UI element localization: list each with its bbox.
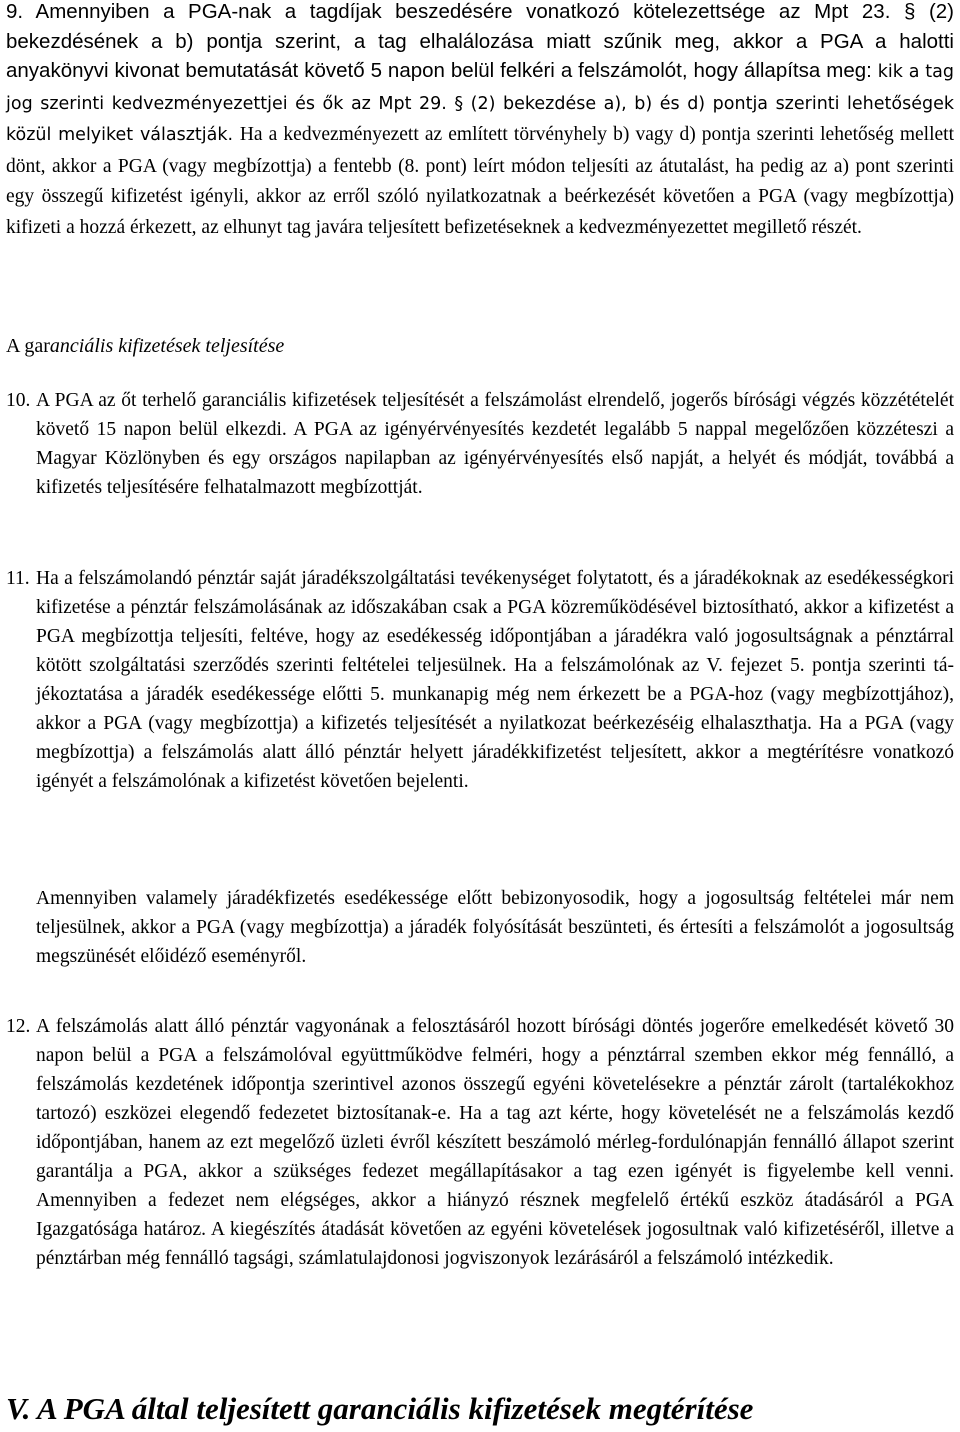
section-9-text-part2: kik a tag jog szerinti kedvezményezettjei és ők az Mpt 29. § (2) bekezdése a), b) és d) pontja szerinti lehetőségek közül melyiket választják. xyxy=(6,62,954,145)
section-11-number: 11. xyxy=(6,568,30,589)
section-9-text-part3: Ha a kedvezményezett az említett törvényhely b) vagy d) pontja szerinti lehetőség mellett dönt, akkor a PGA (vagy megbízottja) a fentebb (8. pont) leírt módon teljesíti az átutalást, ha pedig az a) pont szerinti egy összegű kifizetést igényli, akkor az erről szóló nyilatkozatnak a beérkezését követően a PGA (vagy megbízottja) kifizeti a hozzá érkezett, az elhunyt tag javára teljesített befizetéseknek a kedvezményezettet megillető részét. xyxy=(6,124,954,238)
section-11-second-paragraph: Amennyiben valamely járadékfizetés esedékessége előtt bebizonyosodik, hogy a jogosultság feltételei már nem teljesülnek, akkor a PGA (vagy megbízottja) a járadék folyósítását beszünteti, és értesíti a felszámolót a jogosultság megszünését előidéző eseményről. xyxy=(36,888,954,967)
subsection-heading-prefix: A gar xyxy=(6,335,50,357)
chapter-heading: V. A PGA által teljesített garanciális kifizetések megtérítése xyxy=(6,1391,754,1426)
subsection-heading-italic: anciális kifizetések teljesítése xyxy=(49,335,285,357)
section-10-number: 10. xyxy=(6,390,31,411)
subsection-heading xyxy=(6,331,284,361)
section-9-paragraph xyxy=(6,0,954,242)
section-11-paragraph: Ha a felszámolandó pénztár saját járadékszolgáltatási tevékenységet folytatott, és a járadékoknak az esedékességkori kifizetése a pénztár felszámolásának az időszakában csak a PGA közreműködésével biztosítható, akkor a kifizetést a PGA megbízottja teljesíti, feltéve, hogy az esedékesség időpontjában a járadékra való jogosultságnak a pénztárral kötött szolgáltatási szerződés szerinti feltételei teljesülnek. Ha a felszámolónak az V. fejezet 5. pontja szerinti tájékoztatása a járadék esedékessége előtti 5. munkanapig még nem érkezett be a PGA-hoz (vagy megbízottjához), akkor a PGA (vagy megbízottja) a kifizetés teljesítését a nyilatkozat beérkezéséig elhalaszthatja. Ha a PGA (vagy megbízottja) a felszámolás alatt álló pénztár helyett járadékkifizetést teljesített, akkor a megtérítésre vonatkozó igényét a felszámolónak a kifizetést követően bejelenti. xyxy=(36,568,954,792)
section-12-number: 12. xyxy=(6,1016,31,1037)
section-12-paragraph: A felszámolás alatt álló pénztár vagyonának a felosztásáról hozott bírósági döntés jogerőre emelkedését követő 30 napon belül a PGA a felszámolóval együttműködve felméri, hogy a pénztárral szemben ekkor még fennálló, a felszámolás kezdetének időpontja szerintivel azonos összegű egyéni követelésekre a pénztár zárolt (tartalékokhoz tartozó) eszközei elegendő fedezetet biztosítanak-e. Ha a tag azt kérte, hogy követelését ne a felszámolás kezdő időpontjában, hanem az ezt megelőző üzleti évről készített beszámoló mérleg-fordulónapján fennálló állapot szerint garantálja a PGA, akkor a szükséges fedezet megállapításakor a tag ezen igényét is figyelembe kell venni. Amennyiben a fedezet nem elégséges, akkor a hiányzó résznek megfelelő értékű eszköz átadásáról a PGA Igazgatósága határoz. A kiegészítés átadását követően az egyéni követelések jogosultnak való kifizetéséről, illetve a pénztárban még fennálló tagsági, számlatulajdonosi jogviszonyok lezárásáról a felszámoló intézkedik. xyxy=(36,1016,954,1269)
section-10-paragraph: A PGA az őt terhelő garanciális kifizetések teljesítését a felszámolást elrendelő, jogerős bírósági végzés közzétételét követő 15 napon belül elkezdi. A PGA az igényérvényesítés kezdetét legalább 5 nappal megelőzően közzéteszi a Magyar Közlönyben és egy országos napilapban az igényérvényesítés első napját, a helyét és módját, továbbá a kifizetés teljesítésére felhatalmazott megbízottját. xyxy=(36,390,954,498)
section-9-text-part1: 9. Amennyiben a PGA-nak a tagdíjak beszedésére vonatkozó kötelezettsége az Mpt 23. § (2) bekezdésének a b) pontja szerint, a tag elhalálozása miatt szűnik meg, akkor a PGA a halotti anyakönyvi kivonat bemutatását követő 5 napon belül felkéri a felszámolót, hogy állapítsa meg: xyxy=(6,0,954,82)
